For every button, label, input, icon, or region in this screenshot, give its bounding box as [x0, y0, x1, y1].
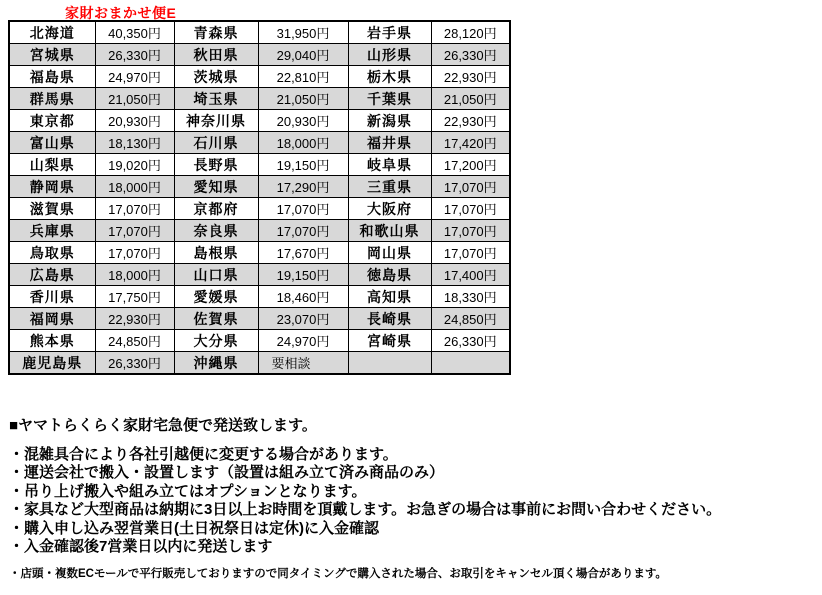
- price-cell: 29,040円: [258, 44, 348, 66]
- notes-section: [9, 414, 819, 581]
- prefecture-cell: 大分県: [174, 330, 258, 352]
- table-row: [9, 44, 510, 66]
- table-row: [9, 132, 510, 154]
- prefecture-cell: 長野県: [174, 154, 258, 176]
- price-cell: 18,000円: [95, 264, 174, 286]
- table-row: [9, 198, 510, 220]
- prefecture-cell: 山口県: [174, 264, 258, 286]
- prefecture-cell: 富山県: [9, 132, 95, 154]
- price-cell: 21,050円: [431, 88, 510, 110]
- notes-heading: ■ヤマトらくらく家財宅急便で発送致します。: [9, 417, 317, 434]
- prefecture-cell: 奈良県: [174, 220, 258, 242]
- prefecture-cell: 石川県: [174, 132, 258, 154]
- price-cell: 26,330円: [431, 44, 510, 66]
- price-cell: 17,200円: [431, 154, 510, 176]
- price-cell: 21,050円: [258, 88, 348, 110]
- price-cell: 19,020円: [95, 154, 174, 176]
- prefecture-cell: 広島県: [9, 264, 95, 286]
- prefecture-cell: 北海道: [9, 21, 95, 44]
- price-cell: 24,970円: [95, 66, 174, 88]
- prefecture-cell: 京都府: [174, 198, 258, 220]
- table-row: [9, 264, 510, 286]
- price-cell: 40,350円: [95, 21, 174, 44]
- prefecture-cell: 福島県: [9, 66, 95, 88]
- prefecture-cell: 愛媛県: [174, 286, 258, 308]
- note-line: ・吊り上げ搬入や組み立てはオプションとなります。: [9, 482, 367, 500]
- price-cell: 17,670円: [258, 242, 348, 264]
- prefecture-cell: 鹿児島県: [9, 352, 95, 375]
- prefecture-cell: 山梨県: [9, 154, 95, 176]
- price-cell: 22,930円: [431, 66, 510, 88]
- price-cell: 23,070円: [258, 308, 348, 330]
- prefecture-cell: 静岡県: [9, 176, 95, 198]
- note-line: ・家具など大型商品は納期に3日以上お時間を頂戴します。お急ぎの場合は事前にお問い合わせください。: [9, 501, 722, 519]
- price-cell: 17,070円: [431, 220, 510, 242]
- prefecture-cell: 島根県: [174, 242, 258, 264]
- prefecture-cell: 山形県: [348, 44, 431, 66]
- prefecture-cell: 岩手県: [348, 21, 431, 44]
- table-row: [9, 330, 510, 352]
- price-cell: 22,810円: [258, 66, 348, 88]
- price-cell: 26,330円: [95, 44, 174, 66]
- price-cell: 31,950円: [258, 21, 348, 44]
- table-row: [9, 242, 510, 264]
- prefecture-cell: 三重県: [348, 176, 431, 198]
- price-cell: 19,150円: [258, 264, 348, 286]
- prefecture-cell: 新潟県: [348, 110, 431, 132]
- price-cell: 17,070円: [95, 198, 174, 220]
- prefecture-cell: 佐賀県: [174, 308, 258, 330]
- prefecture-cell: 千葉県: [348, 88, 431, 110]
- service-title: 家財おまかせ便E: [65, 5, 177, 21]
- note-line: ・運送会社で搬入・設置します（設置は組み立て済み商品のみ）: [9, 464, 445, 482]
- prefecture-cell: 高知県: [348, 286, 431, 308]
- price-cell: 19,150円: [258, 154, 348, 176]
- price-cell: 17,070円: [258, 220, 348, 242]
- table-row: [9, 352, 510, 375]
- prefecture-cell: 福岡県: [9, 308, 95, 330]
- price-cell: 28,120円: [431, 21, 510, 44]
- prefecture-cell: 滋賀県: [9, 198, 95, 220]
- prefecture-cell: 東京都: [9, 110, 95, 132]
- prefecture-cell: 福井県: [348, 132, 431, 154]
- table-row: [9, 110, 510, 132]
- table-row: [9, 154, 510, 176]
- table-row: [9, 66, 510, 88]
- prefecture-cell: 長崎県: [348, 308, 431, 330]
- price-cell: 17,420円: [431, 132, 510, 154]
- prefecture-cell: 大阪府: [348, 198, 431, 220]
- table-row: [9, 286, 510, 308]
- table-row: [9, 308, 510, 330]
- prefecture-cell: 宮崎県: [348, 330, 431, 352]
- price-cell: 24,850円: [95, 330, 174, 352]
- prefecture-cell: 愛知県: [174, 176, 258, 198]
- price-cell: 17,070円: [431, 242, 510, 264]
- prefecture-cell: 神奈川県: [174, 110, 258, 132]
- prefecture-cell: 熊本県: [9, 330, 95, 352]
- price-cell: 24,970円: [258, 330, 348, 352]
- price-cell: 17,070円: [95, 242, 174, 264]
- price-cell: 26,330円: [431, 330, 510, 352]
- price-cell: 17,750円: [95, 286, 174, 308]
- price-cell: 18,130円: [95, 132, 174, 154]
- prefecture-cell: 栃木県: [348, 66, 431, 88]
- prefecture-cell: 岐阜県: [348, 154, 431, 176]
- note-line: ・混雑具合により各社引越便に変更する場合があります。: [9, 446, 398, 463]
- prefecture-cell: 沖縄県: [174, 352, 258, 375]
- price-cell: 17,070円: [95, 220, 174, 242]
- prefecture-cell: 兵庫県: [9, 220, 95, 242]
- table-row: [9, 88, 510, 110]
- prefecture-cell: 香川県: [9, 286, 95, 308]
- price-cell: 17,070円: [431, 198, 510, 220]
- prefecture-cell: 群馬県: [9, 88, 95, 110]
- price-cell: 22,930円: [95, 308, 174, 330]
- prefecture-cell: 秋田県: [174, 44, 258, 66]
- prefecture-cell: 宮城県: [9, 44, 95, 66]
- prefecture-cell: 鳥取県: [9, 242, 95, 264]
- note-line: ・購入申し込み翌営業日(土日祝祭日は定休)に入金確認: [9, 519, 379, 537]
- price-cell: 18,000円: [95, 176, 174, 198]
- table-row: [9, 21, 510, 44]
- price-cell: 17,070円: [431, 176, 510, 198]
- price-cell: 21,050円: [95, 88, 174, 110]
- price-cell: 17,290円: [258, 176, 348, 198]
- price-cell: 18,460円: [258, 286, 348, 308]
- price-cell: 24,850円: [431, 308, 510, 330]
- prefecture-cell: [348, 352, 431, 375]
- shipping-table-body: [9, 21, 510, 374]
- price-cell: 26,330円: [95, 352, 174, 375]
- price-cell: 22,930円: [431, 110, 510, 132]
- prefecture-cell: 埼玉県: [174, 88, 258, 110]
- price-cell: 要相談: [258, 352, 348, 375]
- price-cell: 17,070円: [258, 198, 348, 220]
- table-row: [9, 220, 510, 242]
- price-cell: 18,330円: [431, 286, 510, 308]
- shipping-fee-table: [8, 20, 511, 375]
- price-cell: [431, 352, 510, 375]
- prefecture-cell: 青森県: [174, 21, 258, 44]
- note-line: ・入金確認後7営業日以内に発送します: [9, 538, 273, 556]
- fine-print-note: ・店頭・複数ECモールで平行販売しておりますので同タイミングで購入された場合、お取引をキャンセル頂く場合があります。: [9, 568, 667, 581]
- prefecture-cell: 徳島県: [348, 264, 431, 286]
- price-cell: 20,930円: [95, 110, 174, 132]
- price-cell: 17,400円: [431, 264, 510, 286]
- prefecture-cell: 岡山県: [348, 242, 431, 264]
- prefecture-cell: 茨城県: [174, 66, 258, 88]
- price-cell: 18,000円: [258, 132, 348, 154]
- table-row: [9, 176, 510, 198]
- prefecture-cell: 和歌山県: [348, 220, 431, 242]
- price-cell: 20,930円: [258, 110, 348, 132]
